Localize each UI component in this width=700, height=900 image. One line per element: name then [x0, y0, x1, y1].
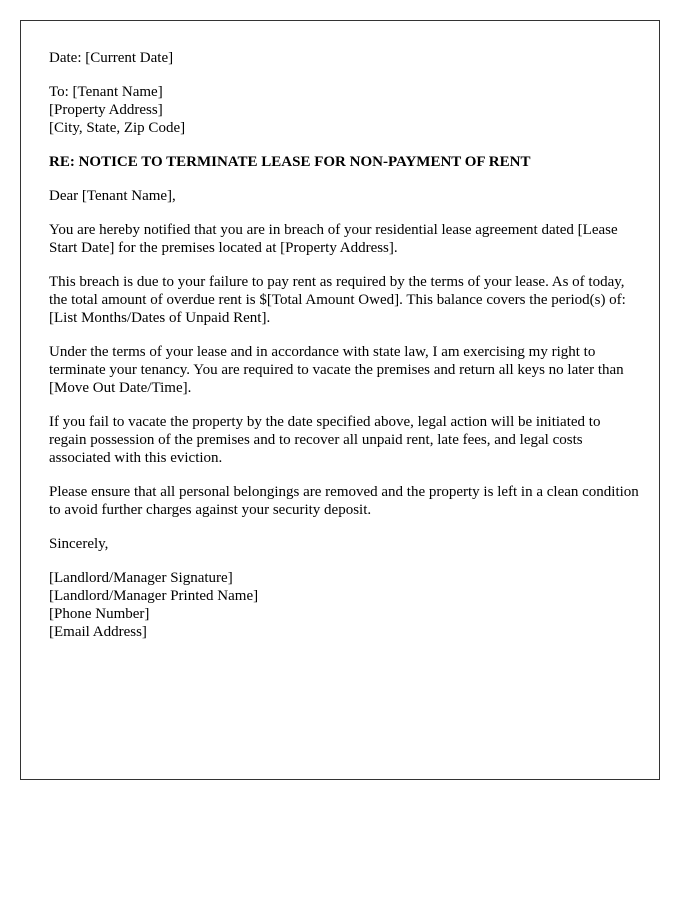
phone-line: [Phone Number]: [49, 606, 150, 622]
recipient-address: [Property Address]: [49, 102, 163, 118]
signature-line: [Landlord/Manager Signature]: [49, 570, 233, 586]
salutation: Dear [Tenant Name],: [49, 188, 176, 204]
date-line: [49, 49, 639, 67]
paragraph-legal-action: If you fail to vacate the property by the date specified above, legal action will be initiated to regain possession of the premises and to recover all unpaid rent, late fees, and legal costs associated with this eviction.: [49, 414, 601, 466]
paragraph-belongings: Please ensure that all personal belongings are removed and the property is left in a clean condition to avoid further charges against your security deposit.: [49, 484, 639, 518]
signature-block: [49, 569, 639, 641]
paragraph-breach-notice: You are hereby notified that you are in breach of your residential lease agreement dated [Lease Start Date] for the premises located at [Property Address].: [49, 222, 618, 256]
closing: Sincerely,: [49, 536, 109, 552]
letter-body: [49, 49, 639, 657]
date-text: Date: [Current Date]: [49, 50, 174, 66]
recipient-city: [City, State, Zip Code]: [49, 120, 186, 136]
recipient-to: To: [Tenant Name]: [49, 84, 163, 100]
subject-line: RE: NOTICE TO TERMINATE LEASE FOR NON-PAYMENT OF RENT: [49, 154, 531, 170]
recipient-block: [49, 83, 639, 137]
paragraph-overdue-rent: This breach is due to your failure to pay rent as required by the terms of your lease. As of today, the total amount of overdue rent is $[Total Amount Owed]. This balance covers the period(s) of: [List Months/Dates of Unpaid Rent].: [49, 274, 626, 326]
printed-name-line: [Landlord/Manager Printed Name]: [49, 588, 259, 604]
letter-page: [20, 20, 660, 780]
paragraph-termination: Under the terms of your lease and in accordance with state law, I am exercising my right to terminate your tenancy. You are required to vacate the premises and return all keys no later than [Move Out Date/Time].: [49, 344, 624, 396]
email-line: [Email Address]: [49, 624, 147, 640]
